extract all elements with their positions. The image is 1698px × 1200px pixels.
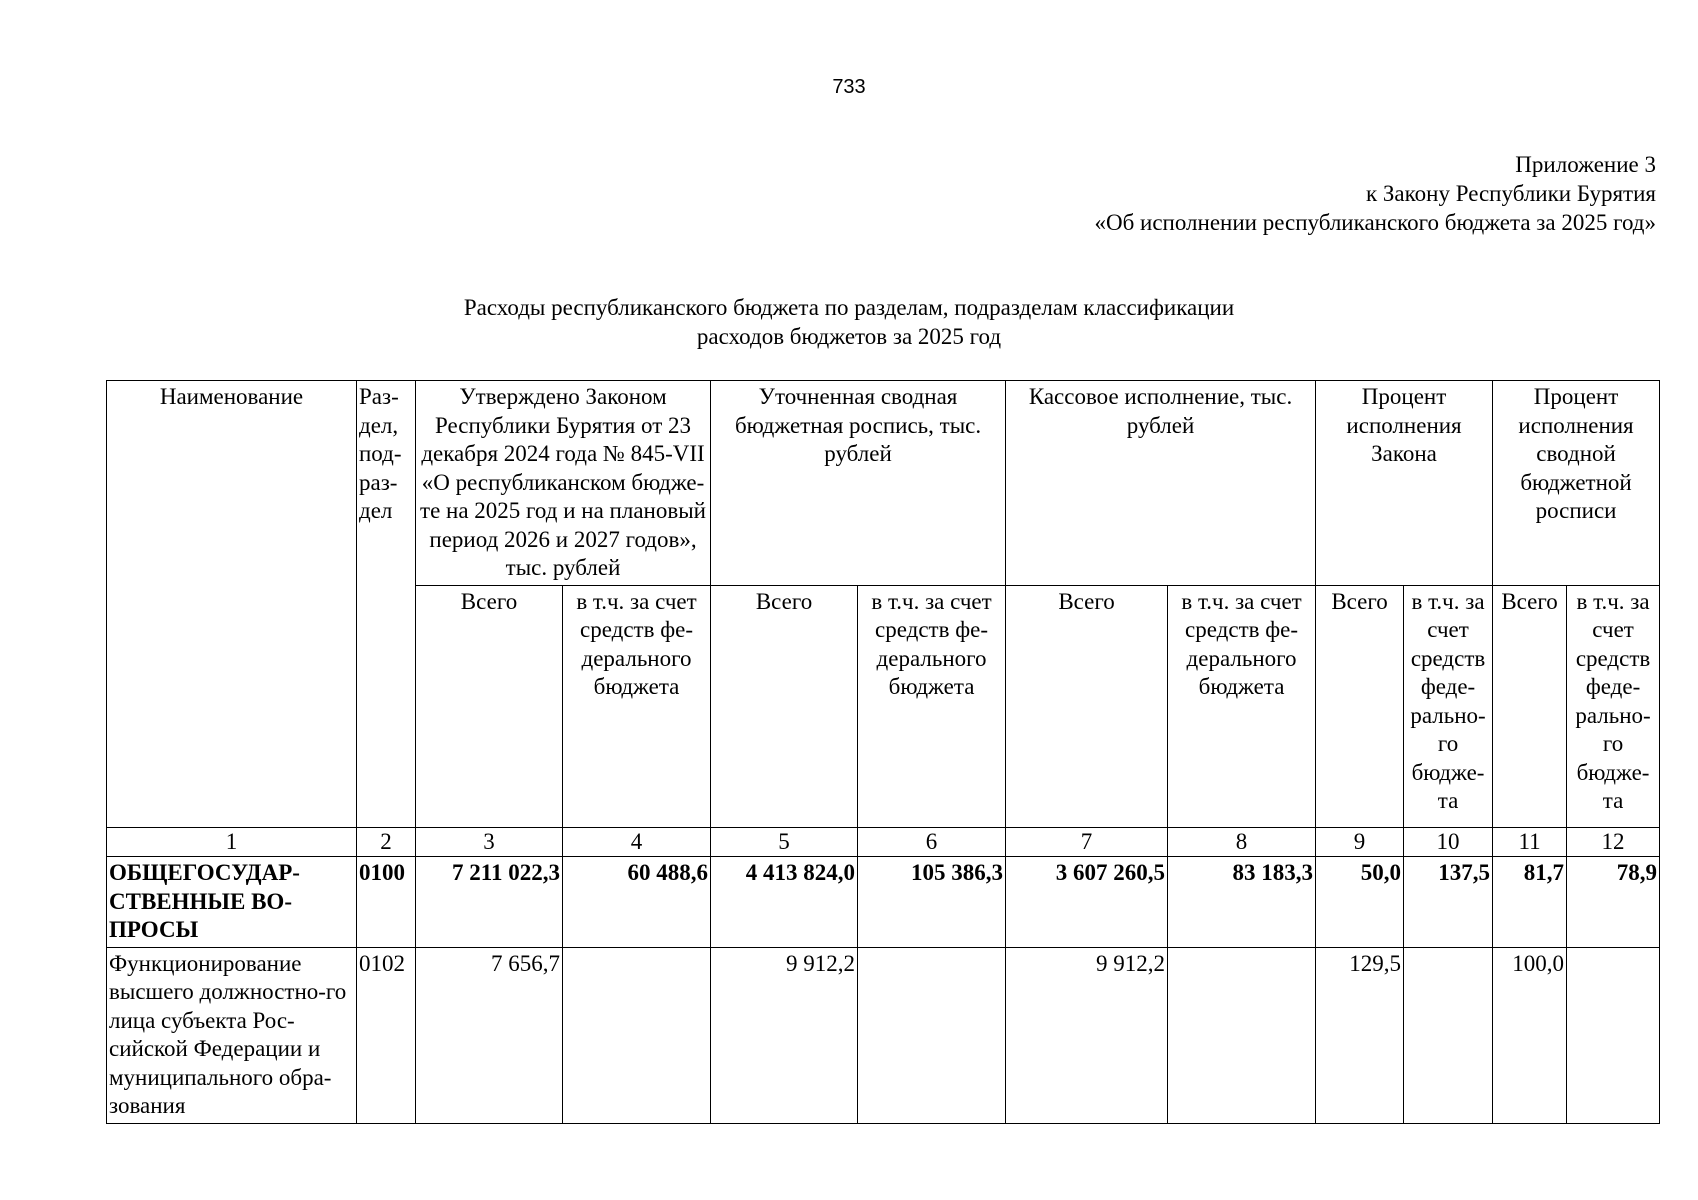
appendix-line-2: к Закону Республики Бурятия: [1365, 181, 1656, 206]
row-value: 3 607 260,5: [1006, 857, 1168, 948]
row-name: Функционирование высшего должностно-го лица субъекта Рос-сийской Федерации и муниципального обра-зования: [107, 947, 357, 1123]
table-row: [107, 947, 1660, 1123]
appendix-line-1: Приложение 3: [1515, 152, 1656, 177]
header-name: Наименование: [107, 381, 357, 828]
row-value: 137,5: [1404, 857, 1493, 948]
title-line-2: расходов бюджетов за 2025 год: [696, 324, 1002, 349]
column-numbers-row: [107, 827, 1660, 857]
header-total: Всего: [1493, 585, 1567, 827]
row-value: 129,5: [1316, 947, 1404, 1123]
column-number: 1: [107, 827, 357, 857]
header-federal: в т.ч. за счет средств фе-дерального бюджета: [563, 585, 711, 827]
column-number: 7: [1006, 827, 1168, 857]
header-approved: Утверждено Законом Республики Бурятия от 23 декабря 2024 года № 845-VII «О республиканском бюдже-те на 2025 год и на плановый период 2026 и 2027 годов», тыс. рублей: [416, 381, 711, 586]
header-row-top: [107, 381, 1660, 586]
table-row: [107, 857, 1660, 948]
row-value: [858, 947, 1006, 1123]
row-value: 4 413 824,0: [711, 857, 858, 948]
row-value: 7 211 022,3: [416, 857, 563, 948]
column-number: 5: [711, 827, 858, 857]
row-value: 105 386,3: [858, 857, 1006, 948]
header-federal: в т.ч. за счет средств фе-дерального бюджета: [1168, 585, 1316, 827]
header-refined: Уточненная сводная бюджетная роспись, тыс. рублей: [711, 381, 1006, 586]
header-cash: Кассовое исполнение, тыс. рублей: [1006, 381, 1316, 586]
header-federal: в т.ч. за счет средств фе-дерального бюджета: [858, 585, 1006, 827]
row-code: 0100: [357, 857, 416, 948]
row-value: 7 656,7: [416, 947, 563, 1123]
row-value: 9 912,2: [711, 947, 858, 1123]
column-number: 11: [1493, 827, 1567, 857]
column-number: 6: [858, 827, 1006, 857]
column-number: 9: [1316, 827, 1404, 857]
row-value: 100,0: [1493, 947, 1567, 1123]
header-total: Всего: [711, 585, 858, 827]
row-value: 81,7: [1493, 857, 1567, 948]
row-value: [1168, 947, 1316, 1123]
column-number: 12: [1567, 827, 1660, 857]
column-number: 3: [416, 827, 563, 857]
row-code: 0102: [357, 947, 416, 1123]
column-number: 2: [357, 827, 416, 857]
header-section: Раз-дел, под-раз-дел: [357, 381, 416, 828]
document-title: [0, 293, 1698, 351]
header-total: Всего: [1006, 585, 1168, 827]
row-value: 9 912,2: [1006, 947, 1168, 1123]
row-value: [1567, 947, 1660, 1123]
title-line-1: Расходы республиканского бюджета по разделам, подразделам классификации: [463, 295, 1235, 320]
row-value: 50,0: [1316, 857, 1404, 948]
row-value: 60 488,6: [563, 857, 711, 948]
header-pct-law: Процент исполнения Закона: [1316, 381, 1493, 586]
appendix-reference: [1094, 150, 1656, 237]
row-value: [1404, 947, 1493, 1123]
row-value: [563, 947, 711, 1123]
header-federal-pct: в т.ч. за счет средств феде-рально-го бюдже-та: [1404, 585, 1493, 827]
budget-table: [106, 380, 1660, 1124]
header-pct-list: Процент исполнения сводной бюджетной росписи: [1493, 381, 1660, 586]
page-number: 733: [832, 76, 866, 98]
row-name: ОБЩЕГОСУДАР-СТВЕННЫЕ ВО-ПРОСЫ: [107, 857, 357, 948]
column-number: 4: [563, 827, 711, 857]
column-number: 8: [1168, 827, 1316, 857]
appendix-line-3: «Об исполнении республиканского бюджета за 2025 год»: [1094, 210, 1656, 235]
row-value: 83 183,3: [1168, 857, 1316, 948]
header-federal-pct: в т.ч. за счет средств феде-рально-го бюдже-та: [1567, 585, 1660, 827]
column-number: 10: [1404, 827, 1493, 857]
header-total: Всего: [416, 585, 563, 827]
header-total: Всего: [1316, 585, 1404, 827]
row-value: 78,9: [1567, 857, 1660, 948]
